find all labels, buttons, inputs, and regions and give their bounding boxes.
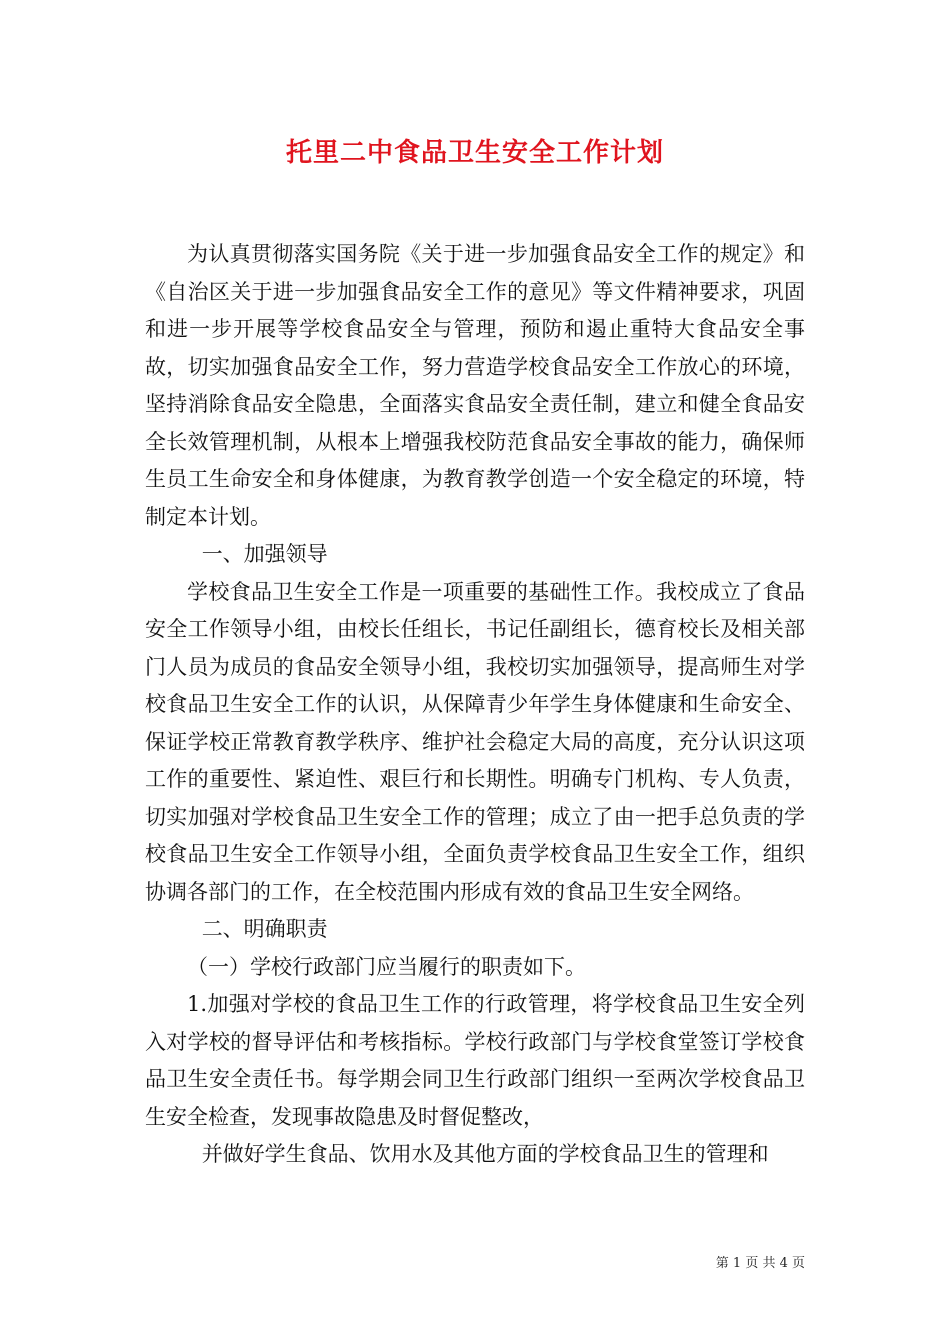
page-number: 第 1 页 共 4 页 (715, 1256, 805, 1271)
section-heading-leadership: 一、加强领导 (201, 542, 328, 566)
intro-paragraph: 为认真贯彻落实国务院《关于进一步加强食品安全工作的规定》和《自治区关于进一步加强食品安全工作的意见》等文件精神要求，巩固和进一步开展等学校食品安全与管理，预防和遏止重特大食品安全事故，切实加强食品安全工作，努力营造学校食品安全工作放心的环境，坚持消除食品安全隐患，全面落实食品安全责任制，建立和健全食品安全长效管理机制，从根本上增强我校防范食品安全事故的能力，确保师生员工生命安全和身体健康，为教育教学创造一个安全稳定的环境，特制定本计划。 (145, 242, 805, 529)
document-body (145, 236, 805, 1174)
continuation-paragraph: 并做好学生食品、饮用水及其他方面的学校食品卫生的管理和 (201, 1142, 769, 1166)
subsection-heading-admin: （一）学校行政部门应当履行的职责如下。 (187, 954, 586, 979)
section-heading-duties: 二、明确职责 (201, 917, 328, 941)
duty-item-1: 1.加强对学校的食品卫生工作的行政管理，将学校食品卫生安全列入对学校的督导评估和考核指标。学校行政部门与学校食堂签订学校食品卫生安全责任书。每学期会同卫生行政部门组织一至两次学校食品卫生安全检查，发现事故隐患及时督促整改， (145, 992, 805, 1129)
leadership-paragraph: 学校食品卫生安全工作是一项重要的基础性工作。我校成立了食品安全工作领导小组，由校长任组长，书记任副组长，德育校长及相关部门人员为成员的食品安全领导小组，我校切实加强领导，提高师生对学校食品卫生安全工作的认识，从保障青少年学生身体健康和生命安全、保证学校正常教育教学秩序、维护社会稳定大局的高度，充分认识这项工作的重要性、紧迫性、艰巨行和长期性。明确专门机构、专人负责，切实加强对学校食品卫生安全工作的管理；成立了由一把手总负责的学校食品卫生安全工作领导小组，全面负责学校食品卫生安全工作，组织协调各部门的工作，在全校范围内形成有效的食品卫生安全网络。 (145, 579, 805, 904)
document-title: 托里二中食品卫生安全工作计划 (285, 138, 664, 168)
